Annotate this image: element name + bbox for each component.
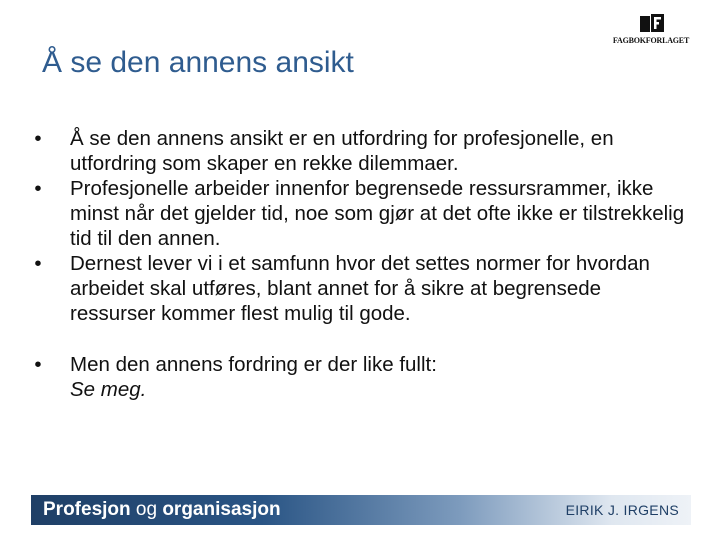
footer-title-part: og xyxy=(135,499,158,520)
bullet-item xyxy=(28,251,688,326)
bullet-item xyxy=(28,176,688,251)
bullet-text: Men den annens fordring er der like fullt: xyxy=(70,353,437,376)
footer-title-part: organisasjon xyxy=(157,499,281,520)
bullet-icon: • xyxy=(34,177,42,200)
bullet-text: Å se den annens ansikt er en utfordring for profesjonelle, en utfordring som skaper en rekke dilemmaer. xyxy=(70,127,614,175)
bullet-item xyxy=(28,126,688,176)
bullet-icon: • xyxy=(34,252,42,275)
bullet-text: Profesjonelle arbeider innenfor begrensede ressursrammer, ikke minst når det gjelder tid, noe som gjør at det ofte ikke er tilstrekkelig tid til den annen. xyxy=(70,177,685,250)
footer-author: EIRIK J. IRGENS xyxy=(565,502,679,518)
bullet-item xyxy=(28,352,688,402)
bullet-emphasis: Se meg. xyxy=(70,378,147,401)
slide-title: Å se den annens ansikt xyxy=(42,46,354,79)
publisher-logo xyxy=(612,12,690,50)
bullet-icon: • xyxy=(34,127,42,150)
footer-series-title xyxy=(43,499,281,521)
footer-banner xyxy=(31,495,691,525)
footer-title-part: Profesjon xyxy=(43,499,136,520)
logo-text: FAGBOKFORLAGET xyxy=(612,36,690,45)
bullet-list xyxy=(28,126,688,402)
bullet-text: Dernest lever vi i et samfunn hvor det settes normer for hvordan arbeidet skal utføres, blant annet for å sikre at begrensede ressurser kommer flest mulig til gode. xyxy=(70,252,650,325)
book-logo-icon xyxy=(640,14,664,34)
bullet-icon: • xyxy=(34,353,42,376)
